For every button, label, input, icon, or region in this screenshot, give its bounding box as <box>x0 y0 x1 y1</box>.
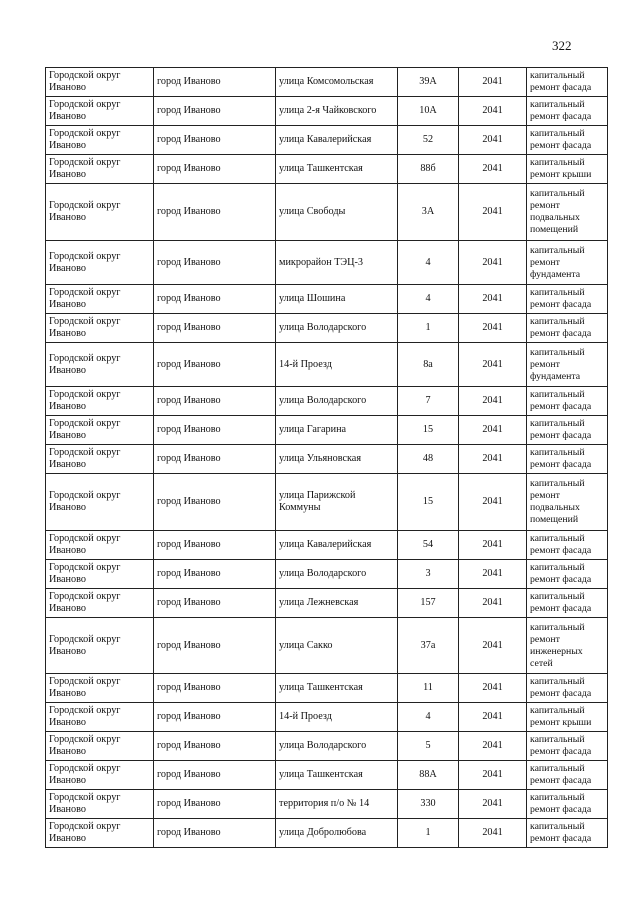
cell-settlement: город Иваново <box>154 790 276 819</box>
cell-year: 2041 <box>459 97 527 126</box>
cell-work-type: капитальный ремонт фасада <box>527 416 608 445</box>
cell-municipal-district: Городской округ Иваново <box>46 416 154 445</box>
table-row <box>46 184 608 241</box>
table-row <box>46 703 608 732</box>
cell-house-number: 330 <box>398 790 459 819</box>
cell-work-type: капитальный ремонт фундамента <box>527 343 608 387</box>
cell-work-type: капитальный ремонт фасада <box>527 560 608 589</box>
cell-house-number: 8а <box>398 343 459 387</box>
cell-year: 2041 <box>459 445 527 474</box>
cell-house-number: 1 <box>398 314 459 343</box>
cell-street: 14-й Проезд <box>276 343 398 387</box>
cell-year: 2041 <box>459 589 527 618</box>
table-row <box>46 674 608 703</box>
cell-house-number: 4 <box>398 703 459 732</box>
cell-settlement: город Иваново <box>154 343 276 387</box>
cell-work-type: капитальный ремонт фасада <box>527 314 608 343</box>
cell-settlement: город Иваново <box>154 761 276 790</box>
cell-house-number: 48 <box>398 445 459 474</box>
cell-year: 2041 <box>459 314 527 343</box>
cell-house-number: 4 <box>398 241 459 285</box>
cell-work-type: капитальный ремонт фасада <box>527 97 608 126</box>
cell-year: 2041 <box>459 285 527 314</box>
cell-house-number: 52 <box>398 126 459 155</box>
cell-year: 2041 <box>459 241 527 285</box>
table-row <box>46 314 608 343</box>
cell-work-type: капитальный ремонт фундамента <box>527 241 608 285</box>
cell-house-number: 3 <box>398 560 459 589</box>
cell-work-type: капитальный ремонт фасада <box>527 68 608 97</box>
cell-municipal-district: Городской округ Иваново <box>46 531 154 560</box>
table-row <box>46 560 608 589</box>
cell-municipal-district: Городской округ Иваново <box>46 618 154 674</box>
cell-house-number: 15 <box>398 474 459 531</box>
cell-street: 14-й Проезд <box>276 703 398 732</box>
cell-municipal-district: Городской округ Иваново <box>46 819 154 848</box>
cell-municipal-district: Городской округ Иваново <box>46 387 154 416</box>
cell-settlement: город Иваново <box>154 97 276 126</box>
cell-year: 2041 <box>459 387 527 416</box>
cell-year: 2041 <box>459 126 527 155</box>
cell-work-type: капитальный ремонт фасада <box>527 126 608 155</box>
cell-municipal-district: Городской округ Иваново <box>46 285 154 314</box>
cell-work-type: капитальный ремонт подвальных помещений <box>527 184 608 241</box>
cell-street: улица Сакко <box>276 618 398 674</box>
cell-street: улица Ташкентская <box>276 155 398 184</box>
cell-work-type: капитальный ремонт фасада <box>527 674 608 703</box>
table-row <box>46 531 608 560</box>
cell-year: 2041 <box>459 68 527 97</box>
cell-municipal-district: Городской округ Иваново <box>46 761 154 790</box>
cell-house-number: 37а <box>398 618 459 674</box>
cell-work-type: капитальный ремонт фасада <box>527 761 608 790</box>
cell-settlement: город Иваново <box>154 155 276 184</box>
cell-settlement: город Иваново <box>154 732 276 761</box>
cell-settlement: город Иваново <box>154 674 276 703</box>
cell-settlement: город Иваново <box>154 589 276 618</box>
cell-year: 2041 <box>459 416 527 445</box>
cell-house-number: 39А <box>398 68 459 97</box>
table-row <box>46 445 608 474</box>
cell-house-number: 157 <box>398 589 459 618</box>
cell-street: улица Ульяновская <box>276 445 398 474</box>
cell-settlement: город Иваново <box>154 618 276 674</box>
cell-municipal-district: Городской округ Иваново <box>46 343 154 387</box>
cell-street: улица Парижской Коммуны <box>276 474 398 531</box>
cell-street: улица Лежневская <box>276 589 398 618</box>
cell-house-number: 5 <box>398 732 459 761</box>
cell-municipal-district: Городской округ Иваново <box>46 474 154 531</box>
cell-street: улица Володарского <box>276 732 398 761</box>
cell-settlement: город Иваново <box>154 416 276 445</box>
cell-year: 2041 <box>459 531 527 560</box>
cell-year: 2041 <box>459 343 527 387</box>
cell-work-type: капитальный ремонт фасада <box>527 445 608 474</box>
cell-settlement: город Иваново <box>154 68 276 97</box>
cell-street: улица Володарского <box>276 314 398 343</box>
table-row <box>46 790 608 819</box>
cell-street: улица 2-я Чайковского <box>276 97 398 126</box>
cell-house-number: 54 <box>398 531 459 560</box>
cell-street: улица Шошина <box>276 285 398 314</box>
cell-house-number: 15 <box>398 416 459 445</box>
cell-year: 2041 <box>459 560 527 589</box>
cell-year: 2041 <box>459 790 527 819</box>
table-row <box>46 241 608 285</box>
cell-municipal-district: Городской округ Иваново <box>46 589 154 618</box>
table-row <box>46 819 608 848</box>
cell-year: 2041 <box>459 618 527 674</box>
cell-work-type: капитальный ремонт фасада <box>527 285 608 314</box>
table-row <box>46 732 608 761</box>
cell-settlement: город Иваново <box>154 285 276 314</box>
cell-house-number: 88А <box>398 761 459 790</box>
cell-year: 2041 <box>459 819 527 848</box>
cell-municipal-district: Городской округ Иваново <box>46 184 154 241</box>
cell-work-type: капитальный ремонт фасада <box>527 732 608 761</box>
cell-year: 2041 <box>459 474 527 531</box>
cell-settlement: город Иваново <box>154 314 276 343</box>
cell-settlement: город Иваново <box>154 241 276 285</box>
cell-municipal-district: Городской округ Иваново <box>46 241 154 285</box>
cell-street: улица Гагарина <box>276 416 398 445</box>
cell-municipal-district: Городской округ Иваново <box>46 126 154 155</box>
cell-year: 2041 <box>459 732 527 761</box>
cell-house-number: 7 <box>398 387 459 416</box>
table-row <box>46 97 608 126</box>
cell-street: микрорайон ТЭЦ-3 <box>276 241 398 285</box>
cell-street: улица Комсомольская <box>276 68 398 97</box>
cell-work-type: капитальный ремонт фасада <box>527 819 608 848</box>
table-row <box>46 343 608 387</box>
cell-house-number: 10А <box>398 97 459 126</box>
cell-street: улица Кавалерийская <box>276 126 398 155</box>
table-row <box>46 68 608 97</box>
table-row <box>46 618 608 674</box>
table-row <box>46 474 608 531</box>
cell-settlement: город Иваново <box>154 387 276 416</box>
cell-municipal-district: Городской округ Иваново <box>46 560 154 589</box>
cell-settlement: город Иваново <box>154 474 276 531</box>
table-row <box>46 589 608 618</box>
cell-work-type: капитальный ремонт подвальных помещений <box>527 474 608 531</box>
table-row <box>46 387 608 416</box>
cell-work-type: капитальный ремонт фасада <box>527 790 608 819</box>
cell-settlement: город Иваново <box>154 703 276 732</box>
repair-schedule-table <box>45 67 608 848</box>
cell-settlement: город Иваново <box>154 531 276 560</box>
cell-house-number: 4 <box>398 285 459 314</box>
cell-year: 2041 <box>459 155 527 184</box>
cell-street: улица Володарского <box>276 560 398 589</box>
cell-street: улица Свободы <box>276 184 398 241</box>
cell-house-number: 11 <box>398 674 459 703</box>
cell-street: улица Кавалерийская <box>276 531 398 560</box>
cell-house-number: 1 <box>398 819 459 848</box>
cell-municipal-district: Городской округ Иваново <box>46 314 154 343</box>
cell-settlement: город Иваново <box>154 445 276 474</box>
cell-settlement: город Иваново <box>154 184 276 241</box>
table-body <box>46 68 608 848</box>
cell-work-type: капитальный ремонт крыши <box>527 155 608 184</box>
cell-year: 2041 <box>459 184 527 241</box>
table-row <box>46 761 608 790</box>
cell-settlement: город Иваново <box>154 560 276 589</box>
cell-year: 2041 <box>459 674 527 703</box>
cell-settlement: город Иваново <box>154 819 276 848</box>
cell-street: улица Ташкентская <box>276 674 398 703</box>
cell-municipal-district: Городской округ Иваново <box>46 68 154 97</box>
cell-work-type: капитальный ремонт инженерных сетей <box>527 618 608 674</box>
cell-work-type: капитальный ремонт фасада <box>527 387 608 416</box>
cell-municipal-district: Городской округ Иваново <box>46 445 154 474</box>
cell-municipal-district: Городской округ Иваново <box>46 703 154 732</box>
cell-street: улица Ташкентская <box>276 761 398 790</box>
cell-year: 2041 <box>459 761 527 790</box>
cell-municipal-district: Городской округ Иваново <box>46 790 154 819</box>
table-row <box>46 416 608 445</box>
cell-house-number: 88б <box>398 155 459 184</box>
cell-street: улица Володарского <box>276 387 398 416</box>
table-row <box>46 126 608 155</box>
page-number: 322 <box>552 38 572 53</box>
cell-municipal-district: Городской округ Иваново <box>46 732 154 761</box>
cell-street: территория п/о № 14 <box>276 790 398 819</box>
cell-year: 2041 <box>459 703 527 732</box>
cell-municipal-district: Городской округ Иваново <box>46 97 154 126</box>
cell-settlement: город Иваново <box>154 126 276 155</box>
cell-street: улица Добролюбова <box>276 819 398 848</box>
cell-work-type: капитальный ремонт крыши <box>527 703 608 732</box>
table-row <box>46 285 608 314</box>
cell-municipal-district: Городской округ Иваново <box>46 155 154 184</box>
cell-house-number: 3А <box>398 184 459 241</box>
cell-municipal-district: Городской округ Иваново <box>46 674 154 703</box>
table-row <box>46 155 608 184</box>
cell-work-type: капитальный ремонт фасада <box>527 531 608 560</box>
cell-work-type: капитальный ремонт фасада <box>527 589 608 618</box>
